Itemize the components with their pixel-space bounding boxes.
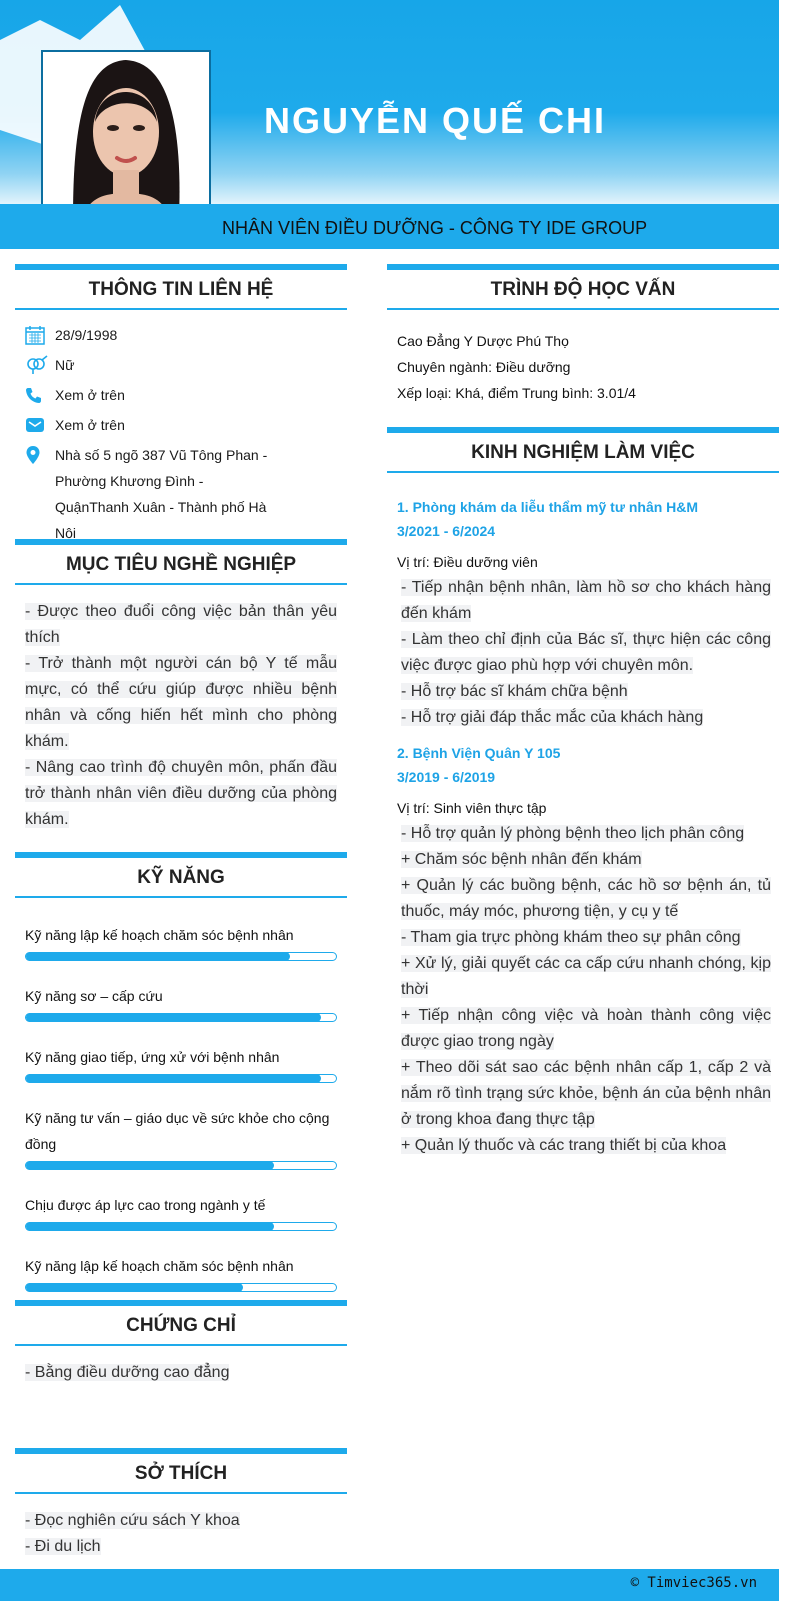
calendar-icon bbox=[15, 322, 55, 348]
certificate-line: - Bằng điều dưỡng cao đẳng bbox=[25, 1364, 230, 1381]
certificates-section bbox=[15, 1300, 347, 1386]
job-task: + Tiếp nhận công việc và hoàn thành công việc được giao trong ngày bbox=[401, 1007, 771, 1050]
skill-bar-fill bbox=[26, 1013, 321, 1022]
candidate-name: NGUYỄN QUẾ CHI bbox=[263, 100, 607, 141]
contact-gender bbox=[15, 352, 347, 378]
contact-phone bbox=[15, 382, 347, 408]
job-task: - Hỗ trợ quản lý phòng bệnh theo lịch phân công bbox=[401, 825, 745, 842]
job-position: Vị trí: Sinh viên thực tập bbox=[397, 800, 547, 816]
job-position: Vị trí: Điều dưỡng viên bbox=[397, 554, 538, 570]
job-task: + Xử lý, giải quyết các ca cấp cứu nhanh chóng, kịp thời bbox=[401, 955, 771, 998]
skill-label: Chịu được áp lực cao trong ngành y tế bbox=[25, 1197, 266, 1213]
skills-title: KỸ NĂNG bbox=[15, 852, 347, 898]
job-subtitle: NHÂN VIÊN ĐIỀU DƯỠNG - CÔNG TY IDE GROUP bbox=[222, 218, 648, 238]
job-company: 1. Phòng khám da liễu thẩm mỹ tư nhân H&M bbox=[397, 499, 699, 515]
job-task: + Chăm sóc bệnh nhân đến khám bbox=[401, 851, 642, 868]
skill-item bbox=[15, 1044, 347, 1083]
education-section bbox=[387, 264, 779, 406]
skill-bar bbox=[25, 1283, 337, 1292]
job-company: 2. Bệnh Viện Quân Y 105 bbox=[397, 745, 561, 761]
hobbies-title: SỞ THÍCH bbox=[15, 1448, 347, 1494]
skill-bar-fill bbox=[26, 1222, 274, 1231]
experience-title: KINH NGHIỆM LÀM VIỆC bbox=[387, 427, 779, 473]
job-task: - Tiếp nhận bệnh nhân, làm hồ sơ cho khách hàng đến khám bbox=[401, 579, 771, 622]
contact-email bbox=[15, 412, 347, 438]
education-major: Chuyên ngành: Điều dưỡng bbox=[397, 359, 571, 375]
job-task: + Theo dõi sát sao các bệnh nhân cấp 1, cấp 2 và nắm rõ tình trạng sức khỏe, bệnh án của bệnh nhân ở trong khoa đang thực tập bbox=[401, 1059, 771, 1128]
skill-item bbox=[15, 1253, 347, 1292]
job-task: - Hỗ trợ giải đáp thắc mắc của khách hàng bbox=[401, 709, 704, 726]
job-task: - Làm theo chỉ định của Bác sĩ, thực hiện các công việc được giao phù hợp với chuyên môn. bbox=[401, 631, 771, 674]
email-value: Xem ở trên bbox=[55, 417, 125, 433]
skill-bar-fill bbox=[26, 1074, 321, 1083]
phone-value: Xem ở trên bbox=[55, 387, 125, 403]
skill-label: Kỹ năng lập kế hoạch chăm sóc bệnh nhân bbox=[25, 927, 294, 943]
experience-section bbox=[387, 427, 779, 1159]
skill-bar bbox=[25, 952, 337, 961]
footer-bar bbox=[0, 1569, 779, 1601]
skill-label: Kỹ năng giao tiếp, ứng xử với bệnh nhân bbox=[25, 1049, 280, 1065]
job-entry bbox=[387, 741, 779, 1159]
skill-item bbox=[15, 1105, 347, 1170]
gender-value: Nữ bbox=[55, 357, 75, 373]
job-period: 3/2019 - 6/2019 bbox=[397, 769, 496, 785]
objective-line: - Trở thành một người cán bộ Y tế mẫu mực, có thể cứu giúp được nhiều bệnh nhân và cống hiến hết mình cho phòng khám. bbox=[25, 655, 337, 750]
skill-label: Kỹ năng lập kế hoạch chăm sóc bệnh nhân bbox=[25, 1258, 294, 1274]
job-task: - Hỗ trợ bác sĩ khám chữa bệnh bbox=[401, 683, 628, 700]
hobby-line: - Đọc nghiên cứu sách Y khoa bbox=[25, 1512, 240, 1529]
objective-line: - Được theo đuổi công việc bản thân yêu thích bbox=[25, 603, 337, 646]
hobbies-section bbox=[15, 1448, 347, 1560]
birthday-value: 28/9/1998 bbox=[55, 327, 118, 343]
skill-bar bbox=[25, 1161, 337, 1170]
objective-line: - Nâng cao trình độ chuyên môn, phấn đầu trở thành nhân viên điều dưỡng của phòng khám. bbox=[25, 759, 337, 828]
skill-bar bbox=[25, 1013, 337, 1022]
skill-bar-fill bbox=[26, 952, 290, 961]
education-grade: Xếp loại: Khá, điểm Trung bình: 3.01/4 bbox=[397, 385, 636, 401]
job-entry bbox=[387, 495, 779, 731]
skill-bar-fill bbox=[26, 1161, 274, 1170]
footer-copyright[interactable]: © Timviec365.vn bbox=[630, 1575, 757, 1591]
job-task: + Quản lý các buồng bệnh, các hồ sơ bệnh án, tủ thuốc, máy móc, phương tiện, y cụ y tế bbox=[401, 877, 771, 920]
objective-section bbox=[15, 539, 347, 833]
contact-section bbox=[15, 264, 347, 546]
job-period: 3/2021 - 6/2024 bbox=[397, 523, 496, 539]
skill-bar bbox=[25, 1074, 337, 1083]
hobby-line: - Đi du lịch bbox=[25, 1538, 101, 1555]
profile-photo bbox=[41, 50, 211, 220]
job-task: - Tham gia trực phòng khám theo sự phân công bbox=[401, 929, 741, 946]
skill-label: Kỹ năng tư vấn – giáo dục về sức khỏe cho cộng đồng bbox=[25, 1110, 330, 1152]
objective-title: MỤC TIÊU NGHỀ NGHIỆP bbox=[15, 539, 347, 585]
envelope-icon bbox=[15, 412, 55, 438]
job-task: + Quản lý thuốc và các trang thiết bị của khoa bbox=[401, 1137, 727, 1154]
location-pin-icon bbox=[15, 442, 55, 468]
skill-label: Kỹ năng sơ – cấp cứu bbox=[25, 988, 163, 1004]
skill-item bbox=[15, 922, 347, 961]
skill-item bbox=[15, 983, 347, 1022]
contact-title: THÔNG TIN LIÊN HỆ bbox=[15, 264, 347, 310]
certificates-title: CHỨNG CHỈ bbox=[15, 1300, 347, 1346]
gender-icon bbox=[15, 352, 55, 378]
skills-section bbox=[15, 852, 347, 1292]
skill-item bbox=[15, 1192, 347, 1231]
contact-address bbox=[15, 442, 347, 546]
skill-bar-fill bbox=[26, 1283, 243, 1292]
phone-icon bbox=[15, 382, 55, 408]
contact-birthday bbox=[15, 322, 347, 348]
education-school: Cao Đẳng Y Dược Phú Thọ bbox=[397, 333, 569, 349]
skill-bar bbox=[25, 1222, 337, 1231]
education-title: TRÌNH ĐỘ HỌC VẤN bbox=[387, 264, 779, 310]
address-value: Nhà số 5 ngõ 387 Vũ Tông Phan - Phường Khương Đình -QuậnThanh Xuân - Thành phố Hà Nội bbox=[55, 447, 268, 541]
